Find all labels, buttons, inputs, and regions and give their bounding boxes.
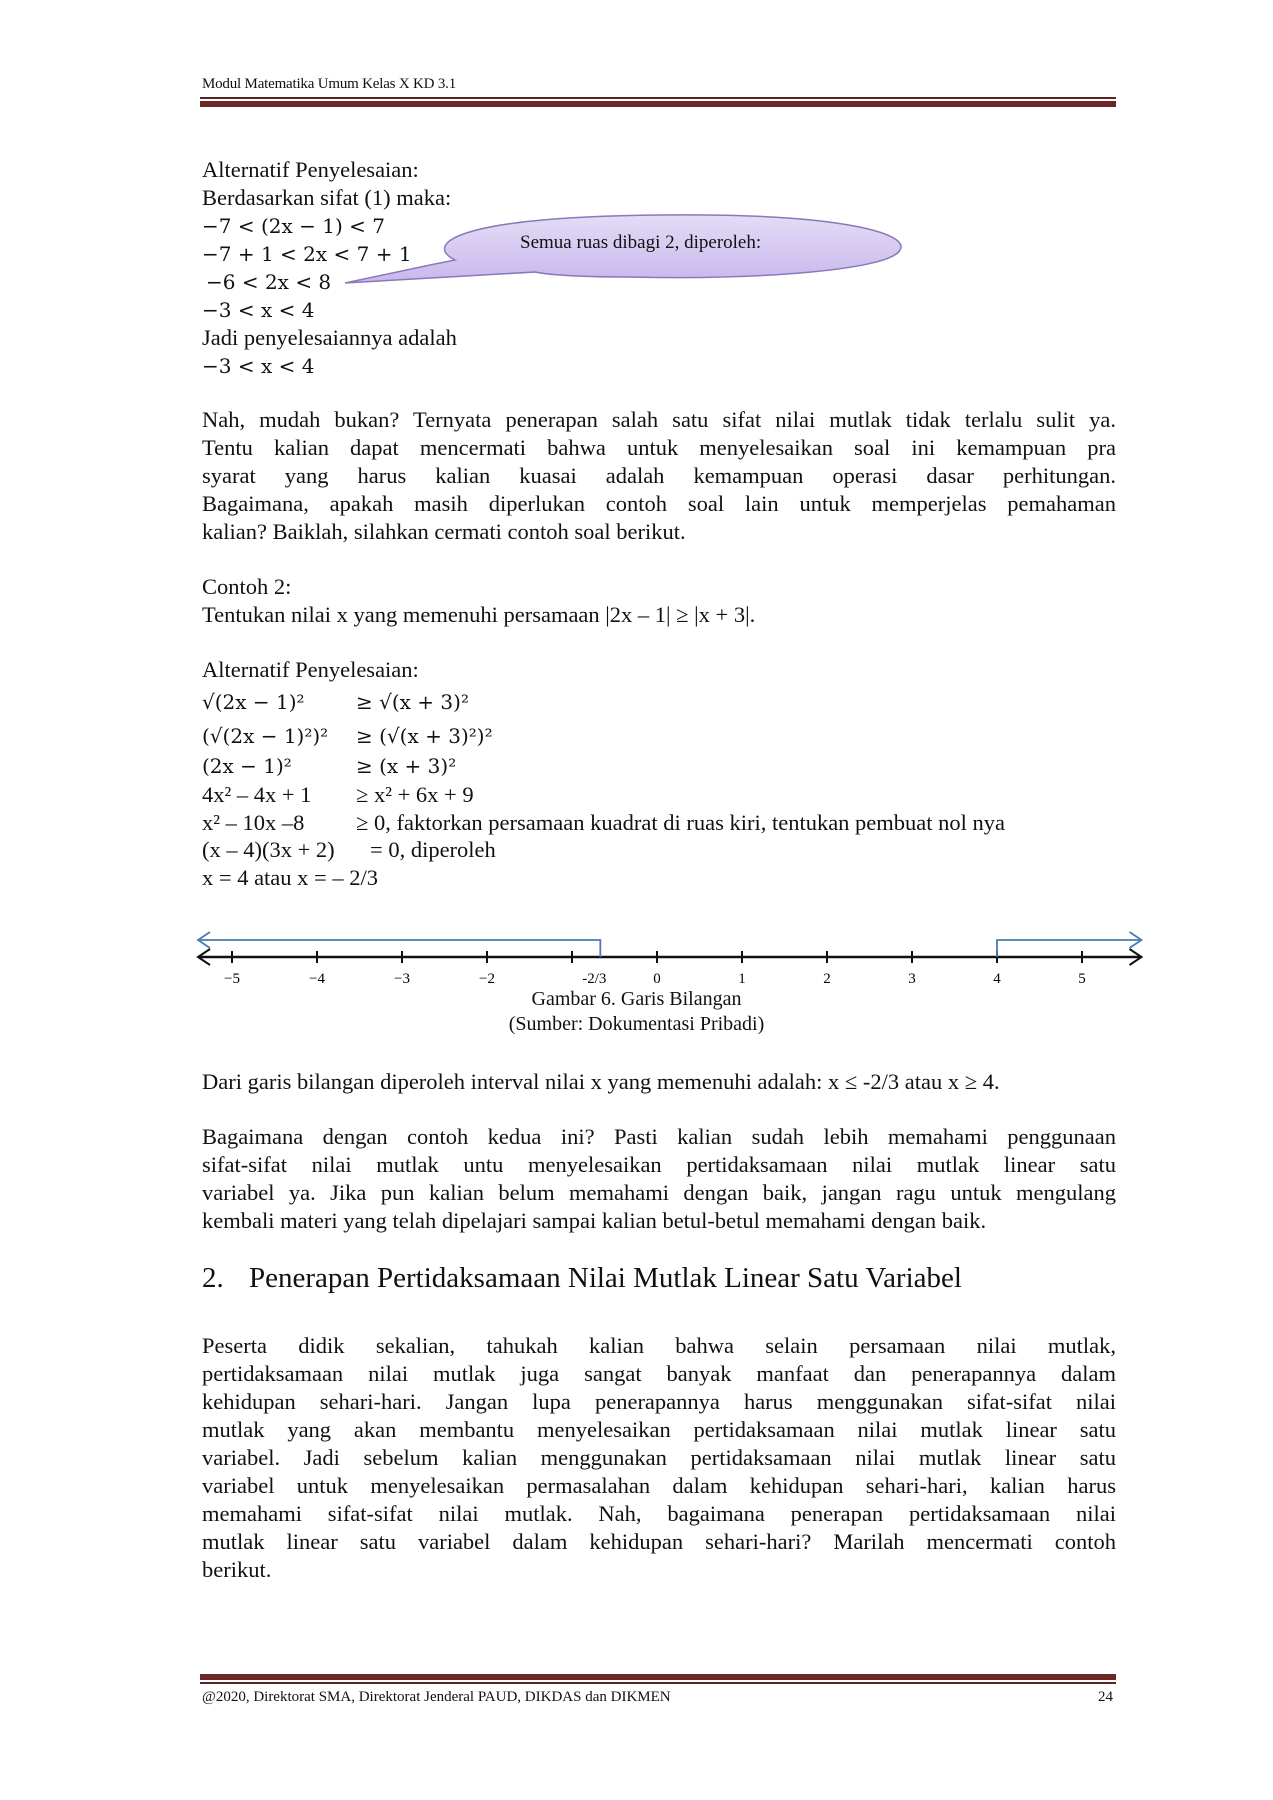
- footer-rule: [200, 1682, 1116, 1684]
- step-left: (x – 4)(3x + 2): [202, 837, 335, 862]
- paragraph: [202, 406, 1116, 546]
- step-right: ≥ √(x + 3)²: [356, 690, 469, 714]
- math-line: −7 + 1 < 2x < 7 + 1: [202, 242, 412, 266]
- number-line-figure: [0, 920, 1273, 990]
- solution-line: Jadi penyelesaiannya adalah: [202, 325, 457, 350]
- tick-label: -2/3: [582, 971, 607, 987]
- tick-label: 4: [993, 971, 1001, 987]
- tick-label: −4: [309, 971, 325, 987]
- interval-ray: [997, 940, 1142, 957]
- paragraph-line: sifat-sifat nilai mutlak untu menyelesaikan pertidaksamaan nilai mutlak linear satu: [202, 1152, 1116, 1177]
- solution-line: Berdasarkan sifat (1) maka:: [202, 185, 452, 210]
- step-right: ≥ (√(x + 3)²)²: [356, 724, 493, 748]
- figure-source: (Sumber: Dokumentasi Pribadi): [508, 1013, 765, 1035]
- section-number: 2.: [202, 1262, 224, 1294]
- math-line: −3 < x < 4: [202, 354, 315, 378]
- section-heading: [202, 1262, 962, 1295]
- paragraph-line: kehidupan sehari-hari. Jangan lupa penerapannya harus menggunakan sifat-sifat nilai: [202, 1389, 1116, 1414]
- footer-rule-thick: [200, 1674, 1116, 1680]
- step-right: = 0, diperoleh: [370, 837, 496, 862]
- example-problem: Tentukan nilai x yang memenuhi persamaan |2x – 1| ≥ |x + 3|.: [202, 602, 756, 627]
- paragraph-line: Peserta didik sekalian, tahukah kalian bahwa selain persamaan nilai mutlak,: [202, 1333, 1116, 1358]
- paragraph-line: kalian? Baiklah, silahkan cermati contoh soal berikut.: [202, 519, 686, 544]
- example-title: Contoh 2:: [202, 574, 292, 599]
- math-line: −7 < (2x − 1) < 7: [202, 214, 385, 238]
- paragraph-line: Nah, mudah bukan? Ternyata penerapan salah satu sifat nilai mutlak tidak terlalu sulit ya.: [202, 407, 1116, 432]
- running-header: Modul Matematika Umum Kelas X KD 3.1: [202, 76, 457, 92]
- tick-label: 1: [738, 971, 746, 987]
- page-number: 24: [1098, 1689, 1113, 1705]
- tick-label: −2: [479, 971, 495, 987]
- paragraph: [202, 1332, 1116, 1584]
- solution-heading: Alternatif Penyelesaian:: [202, 157, 419, 182]
- step-left: (2x − 1)²: [202, 754, 292, 778]
- step-right: ≥ x² + 6x + 9: [356, 782, 474, 807]
- step-left: x² – 10x –8: [202, 810, 305, 835]
- math-line: −3 < x < 4: [202, 298, 315, 322]
- paragraph-line: pertidaksamaan nilai mutlak juga sangat banyak manfaat dan penerapannya dalam: [202, 1361, 1116, 1386]
- paragraph-line: Bagaimana, apakah masih diperlukan contoh soal lain untuk memperjelas pemahaman: [202, 491, 1116, 516]
- solution-heading: Alternatif Penyelesaian:: [202, 657, 419, 682]
- step-left: (√(2x − 1)²)²: [202, 724, 329, 748]
- paragraph-line: variabel ya. Jika pun kalian belum memahami dengan baik, jangan ragu untuk mengulang: [202, 1180, 1116, 1205]
- paragraph-line: Tentu kalian dapat mencermati bahwa untuk menyelesaikan soal ini kemampuan pra: [202, 435, 1116, 460]
- math-line: −6 < 2x < 8: [206, 270, 332, 294]
- paragraph-line: mutlak yang akan membantu menyelesaikan pertidaksamaan nilai mutlak linear satu: [202, 1417, 1116, 1442]
- tick-label: −5: [224, 971, 240, 987]
- tick-label: 3: [908, 971, 916, 987]
- paragraph: [202, 1123, 1116, 1235]
- footer-text: @2020, Direktorat SMA, Direktorat Jenderal PAUD, DIKDAS dan DIKMEN: [202, 1689, 671, 1705]
- step-result: x = 4 atau x = – 2/3: [202, 865, 378, 890]
- paragraph-line: kembali materi yang telah dipelajari sampai kalian betul-betul memahami dengan baik.: [202, 1208, 987, 1233]
- tick-label: 0: [653, 971, 661, 987]
- step-right: ≥ 0, faktorkan persamaan kuadrat di ruas kiri, tentukan pembuat nol nya: [356, 810, 1006, 835]
- step-right: ≥ (x + 3)²: [356, 754, 457, 778]
- tick-label: 2: [823, 971, 831, 987]
- paragraph-line: variabel. Jadi sebelum kalian menggunakan pertidaksamaan nilai mutlak linear satu: [202, 1445, 1116, 1470]
- header-rule-thick: [200, 101, 1116, 107]
- step-left: 4x² – 4x + 1: [202, 782, 312, 807]
- paragraph-line: berikut.: [202, 1557, 272, 1582]
- tick-label: −3: [394, 971, 410, 987]
- paragraph-line: mutlak linear satu variabel dalam kehidupan sehari-hari? Marilah mencermati contoh: [202, 1529, 1116, 1554]
- tick-label: 5: [1078, 971, 1086, 987]
- interval-ray: [198, 940, 600, 957]
- paragraph-line: variabel untuk menyelesaikan permasalahan dalam kehidupan sehari-hari, kalian harus: [202, 1473, 1116, 1498]
- step-left: √(2x − 1)²: [202, 690, 305, 714]
- paragraph-line: Bagaimana dengan contoh kedua ini? Pasti kalian sudah lebih memahami penggunaan: [202, 1124, 1116, 1149]
- paragraph-line: syarat yang harus kalian kuasai adalah kemampuan operasi dasar perhitungan.: [202, 463, 1116, 488]
- section-title: Penerapan Pertidaksamaan Nilai Mutlak Linear Satu Variabel: [249, 1262, 962, 1294]
- paragraph-line: memahami sifat-sifat nilai mutlak. Nah, bagaimana penerapan pertidaksamaan nilai: [202, 1501, 1116, 1526]
- callout-text: Semua ruas dibagi 2, diperoleh:: [520, 232, 762, 253]
- header-rule: [200, 97, 1116, 99]
- conclusion: Dari garis bilangan diperoleh interval nilai x yang memenuhi adalah: x ≤ -2/3 atau x ≥ 4.: [202, 1069, 1000, 1094]
- figure-caption: Gambar 6. Garis Bilangan: [531, 988, 742, 1010]
